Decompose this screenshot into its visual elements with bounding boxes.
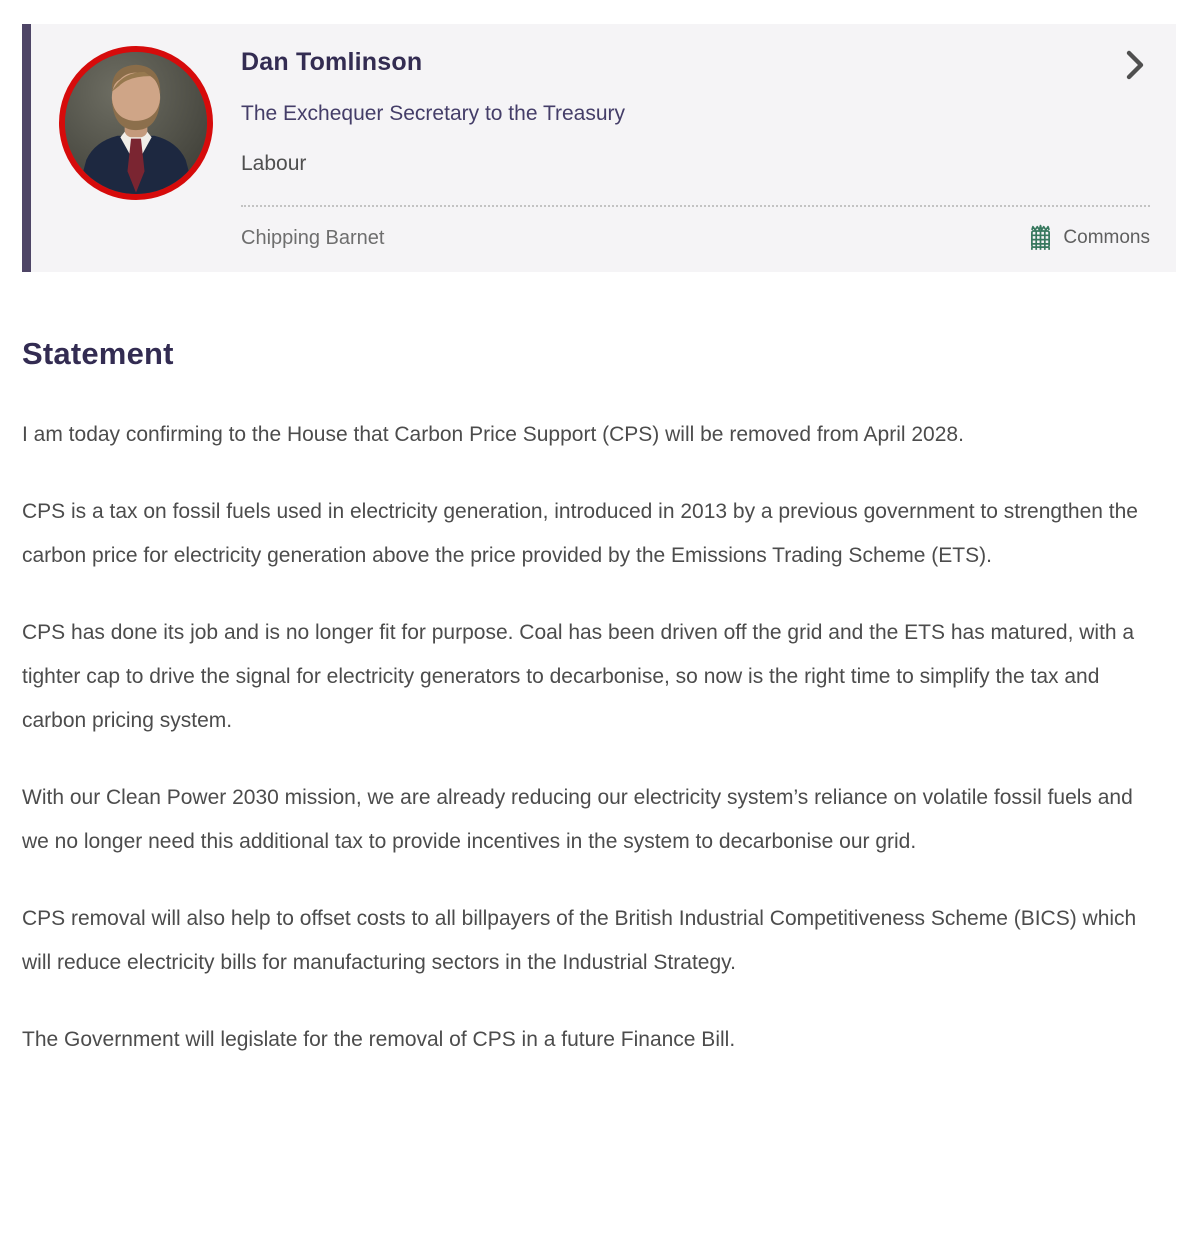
speaker-role: The Exchequer Secretary to the Treasury (241, 102, 626, 125)
speaker-constituency: Chipping Barnet (241, 226, 385, 249)
speaker-name: Dan Tomlinson (241, 48, 423, 76)
statement-paragraph-1: I am today confirming to the House that Carbon Price Support (CPS) will be removed from April 2028. (22, 423, 964, 446)
speaker-card[interactable] (22, 24, 1176, 272)
avatar (59, 46, 213, 200)
statement-body (22, 413, 1176, 1062)
statement-paragraph-3: CPS has done its job and is no longer fit for purpose. Coal has been driven off the grid and the ETS has matured, with a tighter cap to drive the signal for electricity generators to decarbonise, so now is the right time to simplify the tax and carbon pricing system. (22, 621, 1135, 732)
speaker-party: Labour (241, 152, 307, 175)
statement-paragraph-5: CPS removal will also help to offset costs to all billpayers of the British Industrial Competitiveness Scheme (BICS) which will reduce electricity bills for manufacturing sectors in the Industrial Strategy. (22, 907, 1137, 974)
card-footer (241, 207, 1150, 252)
statement-paragraph-6: The Government will legislate for the removal of CPS in a future Finance Bill. (22, 1028, 736, 1051)
avatar-portrait (65, 52, 207, 194)
chevron-right-icon[interactable] (1124, 50, 1146, 80)
house-label: Commons (1063, 227, 1150, 248)
statement-heading: Statement (22, 336, 174, 371)
statement-paragraph-2: CPS is a tax on fossil fuels used in electricity generation, introduced in 2013 by a previous government to strengthen the carbon price for electricity generation above the price provided by the Emissions Trading Scheme (ETS). (22, 500, 1138, 567)
portcullis-icon (1027, 224, 1054, 252)
statement-paragraph-4: With our Clean Power 2030 mission, we are already reducing our electricity system’s reliance on volatile fossil fuels and we no longer need this additional tax to provide incentives in the system to decarbonise our grid. (22, 786, 1133, 853)
speaker-card-main (241, 46, 1150, 252)
house-badge (1027, 224, 1150, 252)
